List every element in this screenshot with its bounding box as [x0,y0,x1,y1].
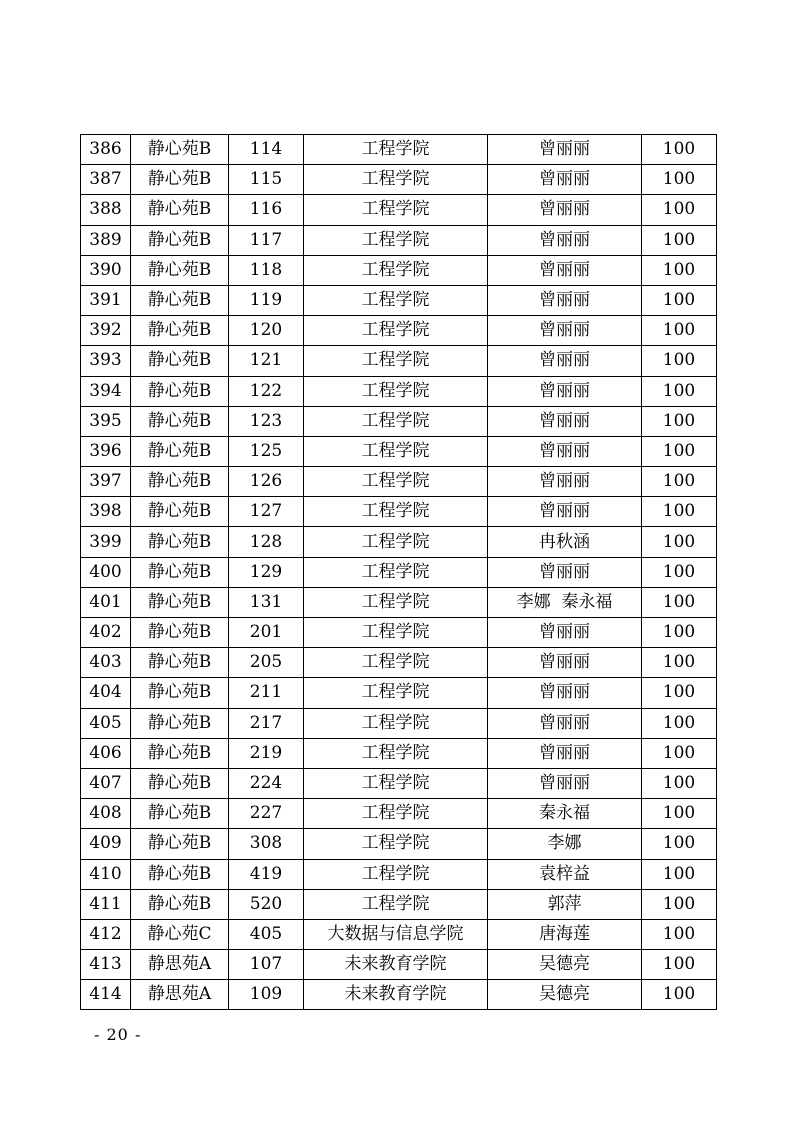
cell-building: 静心苑B [131,225,229,255]
cell-person: 袁梓益 [488,859,642,889]
cell-score: 100 [642,316,717,346]
cell-college: 工程学院 [304,316,488,346]
cell-building: 静心苑B [131,316,229,346]
cell-score: 100 [642,859,717,889]
cell-index: 412 [81,919,131,949]
table-row [81,678,717,708]
table-row [81,919,717,949]
cell-index: 393 [81,346,131,376]
cell-room: 109 [229,980,304,1010]
cell-person: 唐海莲 [488,919,642,949]
cell-room: 227 [229,799,304,829]
cell-college: 工程学院 [304,527,488,557]
cell-college: 工程学院 [304,346,488,376]
table-row [81,467,717,497]
cell-index: 401 [81,587,131,617]
cell-index: 407 [81,768,131,798]
table-row [81,980,717,1010]
cell-college: 工程学院 [304,285,488,315]
cell-building: 静心苑B [131,738,229,768]
cell-score: 100 [642,950,717,980]
cell-index: 410 [81,859,131,889]
cell-room: 405 [229,919,304,949]
cell-building: 静心苑B [131,678,229,708]
cell-college: 工程学院 [304,376,488,406]
cell-person: 李娜 秦永福 [488,587,642,617]
cell-college: 工程学院 [304,467,488,497]
cell-college: 工程学院 [304,648,488,678]
cell-score: 100 [642,195,717,225]
cell-score: 100 [642,285,717,315]
cell-index: 388 [81,195,131,225]
table-row [81,648,717,678]
cell-person: 曾丽丽 [488,768,642,798]
cell-index: 389 [81,225,131,255]
cell-person: 曾丽丽 [488,618,642,648]
cell-college: 工程学院 [304,618,488,648]
table-row [81,316,717,346]
cell-index: 398 [81,497,131,527]
cell-building: 静心苑B [131,195,229,225]
cell-building: 静心苑C [131,919,229,949]
table-row [81,527,717,557]
cell-building: 静思苑A [131,980,229,1010]
table-row [81,768,717,798]
cell-person: 曾丽丽 [488,255,642,285]
table-row [81,497,717,527]
cell-score: 100 [642,768,717,798]
cell-building: 静心苑B [131,708,229,738]
cell-college: 未来教育学院 [304,980,488,1010]
cell-building: 静心苑B [131,406,229,436]
cell-room: 107 [229,950,304,980]
cell-building: 静心苑B [131,346,229,376]
table-row [81,950,717,980]
cell-index: 413 [81,950,131,980]
cell-index: 387 [81,165,131,195]
table-row [81,225,717,255]
table-row [81,346,717,376]
cell-score: 100 [642,165,717,195]
cell-building: 静心苑B [131,557,229,587]
cell-room: 129 [229,557,304,587]
table-row [81,587,717,617]
cell-room: 308 [229,829,304,859]
cell-person: 李娜 [488,829,642,859]
cell-college: 工程学院 [304,738,488,768]
page-number: - 20 - [94,1025,142,1044]
dormitory-score-table [80,134,717,1010]
cell-room: 127 [229,497,304,527]
table-row [81,165,717,195]
cell-college: 工程学院 [304,255,488,285]
cell-room: 219 [229,738,304,768]
cell-college: 工程学院 [304,708,488,738]
cell-room: 520 [229,889,304,919]
cell-room: 118 [229,255,304,285]
cell-room: 205 [229,648,304,678]
cell-building: 静心苑B [131,436,229,466]
cell-room: 121 [229,346,304,376]
cell-room: 217 [229,708,304,738]
cell-index: 396 [81,436,131,466]
table-row [81,195,717,225]
cell-college: 工程学院 [304,436,488,466]
cell-room: 128 [229,527,304,557]
cell-score: 100 [642,346,717,376]
cell-building: 静心苑B [131,376,229,406]
cell-score: 100 [642,467,717,497]
cell-index: 399 [81,527,131,557]
cell-building: 静心苑B [131,255,229,285]
cell-score: 100 [642,557,717,587]
cell-index: 414 [81,980,131,1010]
cell-room: 123 [229,406,304,436]
cell-room: 122 [229,376,304,406]
cell-person: 曾丽丽 [488,467,642,497]
cell-person: 曾丽丽 [488,406,642,436]
cell-building: 静思苑A [131,950,229,980]
cell-person: 曾丽丽 [488,376,642,406]
cell-college: 工程学院 [304,768,488,798]
cell-college: 大数据与信息学院 [304,919,488,949]
cell-building: 静心苑B [131,648,229,678]
cell-building: 静心苑B [131,859,229,889]
cell-person: 曾丽丽 [488,316,642,346]
cell-college: 工程学院 [304,859,488,889]
table-row [81,859,717,889]
cell-person: 曾丽丽 [488,225,642,255]
cell-person: 曾丽丽 [488,165,642,195]
table-row [81,255,717,285]
cell-person: 曾丽丽 [488,557,642,587]
cell-index: 392 [81,316,131,346]
cell-building: 静心苑B [131,618,229,648]
cell-building: 静心苑B [131,587,229,617]
cell-room: 419 [229,859,304,889]
cell-college: 工程学院 [304,135,488,165]
cell-person: 曾丽丽 [488,436,642,466]
cell-score: 100 [642,406,717,436]
cell-index: 406 [81,738,131,768]
cell-room: 224 [229,768,304,798]
cell-room: 125 [229,436,304,466]
cell-person: 秦永福 [488,799,642,829]
cell-score: 100 [642,618,717,648]
cell-score: 100 [642,376,717,406]
cell-index: 400 [81,557,131,587]
cell-building: 静心苑B [131,829,229,859]
table-row [81,889,717,919]
cell-person: 曾丽丽 [488,738,642,768]
cell-college: 工程学院 [304,497,488,527]
cell-room: 114 [229,135,304,165]
cell-score: 100 [642,738,717,768]
cell-building: 静心苑B [131,799,229,829]
cell-person: 吴德亮 [488,950,642,980]
cell-score: 100 [642,527,717,557]
cell-index: 411 [81,889,131,919]
cell-score: 100 [642,587,717,617]
cell-index: 404 [81,678,131,708]
cell-college: 工程学院 [304,587,488,617]
cell-index: 390 [81,255,131,285]
cell-building: 静心苑B [131,527,229,557]
cell-college: 未来教育学院 [304,950,488,980]
cell-index: 402 [81,618,131,648]
cell-college: 工程学院 [304,829,488,859]
table-row [81,829,717,859]
cell-score: 100 [642,980,717,1010]
cell-person: 曾丽丽 [488,285,642,315]
cell-person: 曾丽丽 [488,195,642,225]
table-row [81,738,717,768]
cell-college: 工程学院 [304,165,488,195]
cell-score: 100 [642,648,717,678]
cell-score: 100 [642,255,717,285]
cell-score: 100 [642,708,717,738]
cell-room: 119 [229,285,304,315]
table-row [81,376,717,406]
cell-score: 100 [642,829,717,859]
cell-room: 115 [229,165,304,195]
cell-room: 117 [229,225,304,255]
table-row [81,708,717,738]
cell-score: 100 [642,436,717,466]
table-row [81,406,717,436]
cell-college: 工程学院 [304,678,488,708]
cell-college: 工程学院 [304,406,488,436]
cell-score: 100 [642,799,717,829]
cell-building: 静心苑B [131,467,229,497]
cell-index: 405 [81,708,131,738]
cell-room: 116 [229,195,304,225]
cell-college: 工程学院 [304,799,488,829]
table-row [81,557,717,587]
cell-index: 408 [81,799,131,829]
table-row [81,799,717,829]
cell-index: 395 [81,406,131,436]
cell-room: 201 [229,618,304,648]
cell-room: 211 [229,678,304,708]
cell-college: 工程学院 [304,225,488,255]
cell-person: 曾丽丽 [488,497,642,527]
cell-score: 100 [642,678,717,708]
cell-score: 100 [642,225,717,255]
cell-building: 静心苑B [131,135,229,165]
table-row [81,618,717,648]
cell-score: 100 [642,889,717,919]
cell-index: 397 [81,467,131,497]
cell-index: 409 [81,829,131,859]
table-row [81,135,717,165]
cell-person: 郭萍 [488,889,642,919]
cell-person: 冉秋涵 [488,527,642,557]
cell-building: 静心苑B [131,497,229,527]
cell-room: 120 [229,316,304,346]
cell-index: 391 [81,285,131,315]
cell-building: 静心苑B [131,889,229,919]
cell-room: 126 [229,467,304,497]
cell-college: 工程学院 [304,889,488,919]
table-body [81,135,717,1010]
cell-person: 吴德亮 [488,980,642,1010]
cell-score: 100 [642,919,717,949]
cell-person: 曾丽丽 [488,346,642,376]
table-row [81,285,717,315]
cell-building: 静心苑B [131,285,229,315]
cell-person: 曾丽丽 [488,648,642,678]
cell-room: 131 [229,587,304,617]
cell-score: 100 [642,497,717,527]
cell-score: 100 [642,135,717,165]
cell-person: 曾丽丽 [488,678,642,708]
cell-index: 403 [81,648,131,678]
cell-index: 386 [81,135,131,165]
cell-building: 静心苑B [131,165,229,195]
cell-person: 曾丽丽 [488,135,642,165]
table-row [81,436,717,466]
cell-person: 曾丽丽 [488,708,642,738]
cell-index: 394 [81,376,131,406]
cell-college: 工程学院 [304,195,488,225]
cell-college: 工程学院 [304,557,488,587]
cell-building: 静心苑B [131,768,229,798]
